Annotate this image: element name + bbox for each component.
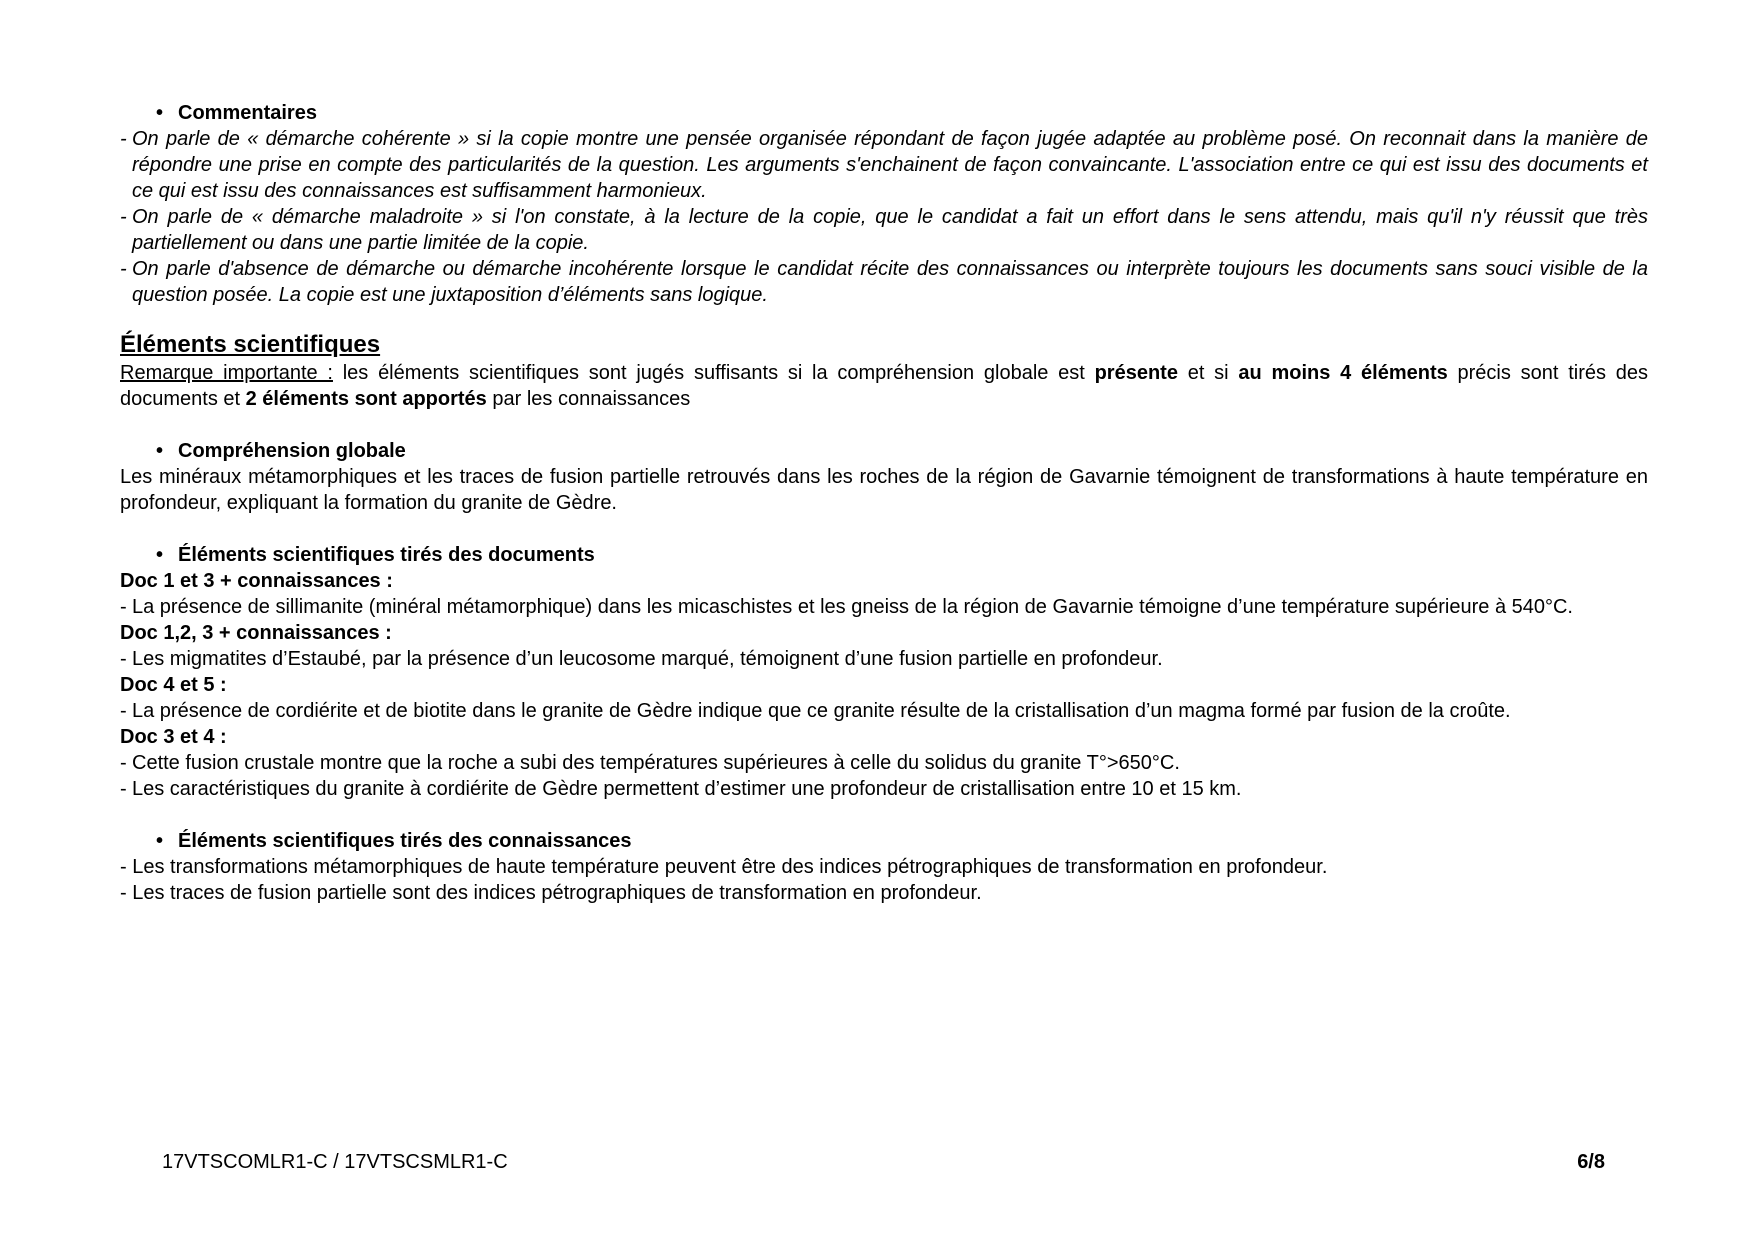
list-item (120, 594, 1648, 620)
bullet-icon: • (156, 830, 164, 852)
connaissances-title: Éléments scientifiques tirés des connaissances (178, 830, 632, 852)
commentaires-heading (120, 100, 1648, 126)
list-item (120, 776, 1648, 802)
remarque-emphasis: au moins 4 éléments (1238, 362, 1448, 384)
list-item (120, 698, 1648, 724)
comprehension-heading (120, 438, 1648, 464)
list-item: - Les traces de fusion partielle sont des indices pétrographiques de transformation en profondeur. (120, 882, 982, 904)
doc-group-heading: Doc 1 et 3 + connaissances : (120, 570, 393, 592)
remarque-text: précis sont tirés des documents et (120, 362, 1648, 410)
spacer (120, 802, 1648, 828)
dash-icon: - (120, 596, 127, 618)
page-body (120, 100, 1648, 906)
dash-icon: - (120, 258, 127, 280)
section-title: Éléments scientifiques (120, 331, 381, 358)
list-item-text: On parle de « démarche cohérente » si la copie montre une pensée organisée répondant de façon jugée adaptée au problème posé. On reconnait dans la manière de répondre une prise en compte des particularités de la question. Les arguments s'enchainent de façon convaincante. L'association entre ce qui est issu des documents et ce qui est issu des connaissances est suffisamment harmonieux. (132, 128, 1648, 202)
comprehension-text: Les minéraux métamorphiques et les traces de fusion partielle retrouvés dans les roches de la région de Gavarnie témoignent de transformations à haute température en profondeur, expliquant la formation du granite de Gèdre. (120, 466, 1648, 514)
documents-heading (120, 542, 1648, 568)
list-item (120, 750, 1648, 776)
list-item (120, 204, 1648, 256)
remarque-text: et si (1177, 362, 1239, 384)
commentaires-title: Commentaires (178, 102, 317, 124)
page-number: 6/8 (1577, 1151, 1605, 1173)
list-item-text: La présence de sillimanite (minéral métamorphique) dans les micaschistes et les gneiss de la région de Gavarnie témoigne d’une température supérieure à 540°C. (132, 596, 1573, 618)
dash-icon: - (120, 206, 127, 228)
dash-icon: - (120, 128, 127, 150)
remarque-text: par les connaissances (486, 388, 691, 410)
list-item-text: On parle de « démarche maladroite » si l'on constate, à la lecture de la copie, que le candidat a fait un effort dans le sens attendu, mais qu'il n'y réussit que très partiellement ou dans une partie limitée de la copie. (132, 206, 1648, 254)
bullet-icon: • (156, 440, 164, 462)
list-item-text: On parle d'absence de démarche ou démarche incohérente lorsque le candidat récite des connaissances ou interprète toujours les documents sans souci visible de la question posée. La copie est une juxtaposition d’éléments sans logique. (132, 258, 1648, 306)
list-item (120, 126, 1648, 204)
doc-group-heading: Doc 1,2, 3 + connaissances : (120, 622, 392, 644)
comprehension-title: Compréhension globale (178, 440, 406, 462)
dash-icon: - (120, 778, 127, 800)
list-item-text: La présence de cordiérite et de biotite dans le granite de Gèdre indique que ce granite résulte de la cristallisation d’un magma formé par fusion de la croûte. (132, 700, 1511, 722)
doc-group-heading: Doc 3 et 4 : (120, 726, 227, 748)
remarque-text: les éléments scientifiques sont jugés suffisants si la compréhension globale est (332, 362, 1095, 384)
list-item-text: Les caractéristiques du granite à cordiérite de Gèdre permettent d’estimer une profondeur de cristallisation entre 10 et 15 km. (132, 778, 1242, 800)
doc-group-heading: Doc 4 et 5 : (120, 674, 227, 696)
dash-icon: - (120, 700, 127, 722)
spacer (120, 412, 1648, 438)
documents-title: Éléments scientifiques tirés des documents (178, 544, 595, 566)
bullet-icon: • (156, 544, 164, 566)
dash-icon: - (120, 752, 127, 774)
list-item: - Les transformations métamorphiques de haute température peuvent être des indices pétrographiques de transformation en profondeur. (120, 856, 1328, 878)
connaissances-heading (120, 828, 1648, 854)
spacer (120, 516, 1648, 542)
footer-code: 17VTSCOMLR1-C / 17VTSCSMLR1-C (162, 1151, 508, 1173)
remarque-paragraph (120, 360, 1648, 412)
list-item (120, 646, 1648, 672)
remarque-emphasis: 2 éléments sont apportés (245, 388, 487, 410)
bullet-icon: • (156, 102, 164, 124)
remarque-emphasis: présente (1094, 362, 1178, 384)
list-item (120, 256, 1648, 308)
list-item-text: Cette fusion crustale montre que la roche a subi des températures supérieures à celle du solidus du granite T°>650°C. (132, 752, 1180, 774)
remarque-label: Remarque importante : (120, 362, 333, 384)
list-item-text: Les migmatites d’Estaubé, par la présence d’un leucosome marqué, témoignent d’une fusion partielle en profondeur. (132, 648, 1163, 670)
dash-icon: - (120, 648, 127, 670)
